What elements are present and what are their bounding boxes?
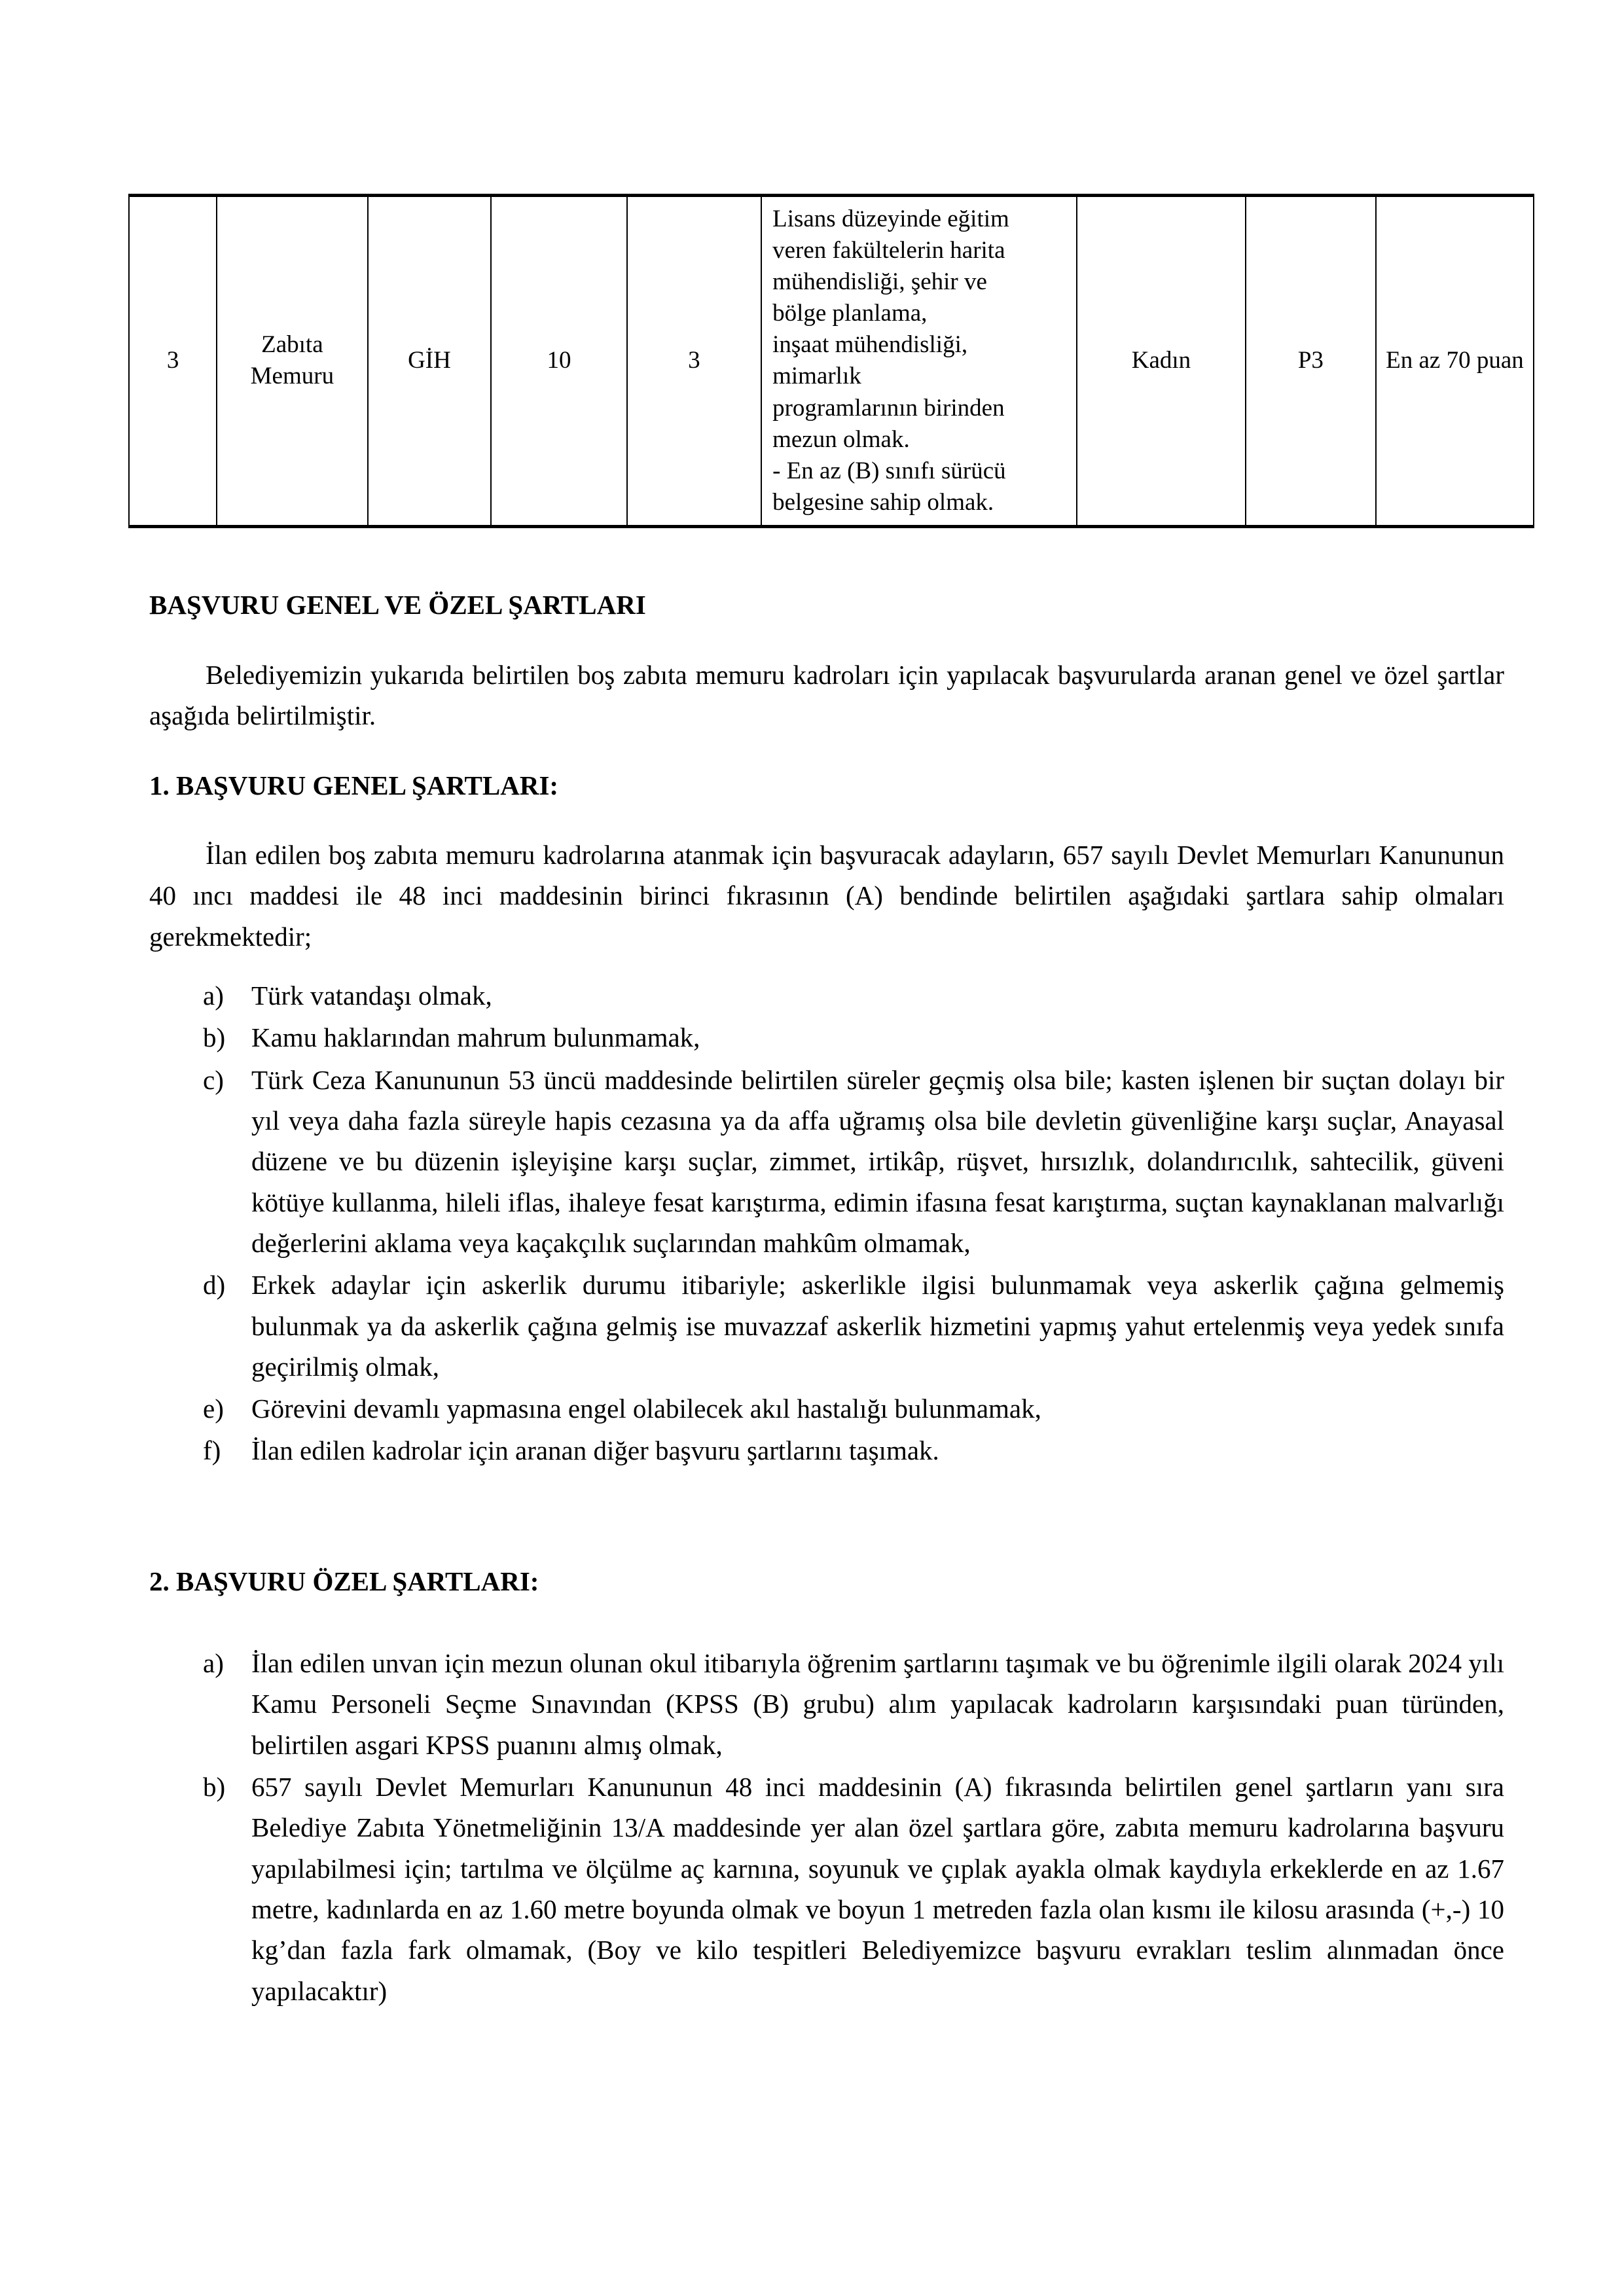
section2-list bbox=[149, 1643, 1504, 2011]
list-item bbox=[149, 975, 1504, 1016]
cell-unvan-line-2: Memuru bbox=[250, 363, 334, 390]
cell-nitelik-line-3: mühendisliği, şehir ve bbox=[772, 268, 987, 296]
list-item-text: İlan edilen kadrolar için aranan diğer başvuru şartlarını taşımak. bbox=[251, 1435, 939, 1466]
cell-nitelik-line-6: mimarlık bbox=[772, 363, 861, 390]
kadro-table-wrapper bbox=[128, 194, 1534, 528]
cell-derece: 10 bbox=[491, 196, 626, 527]
cell-sira: 3 bbox=[129, 196, 217, 527]
page-title: BAŞVURU GENEL VE ÖZEL ŞARTLARI bbox=[149, 590, 646, 620]
list-item-text: Türk vatandaşı olmak, bbox=[251, 980, 492, 1011]
cell-nitelik-line-10: belgesine sahip olmak. bbox=[772, 488, 994, 516]
cell-unvan-line-1: Zabıta bbox=[261, 331, 323, 359]
kadro-table bbox=[128, 194, 1534, 528]
list-item-marker: c) bbox=[203, 1064, 224, 1095]
cell-adet: 3 bbox=[627, 196, 761, 527]
cell-kpss-turu: P3 bbox=[1246, 196, 1376, 527]
list-item-text: Türk Ceza Kanununun 53 üncü maddesinde belirtilen süreler geçmiş olsa bile; kasten işlenen bir suçtan dolayı bir yıl veya daha fazla süreyle hapis cezasına ya da affa uğramış olsa bile devletin güvenliğine karşı suçlar, Anayasal düzene ve bu düzenin işleyişine karşı suçlar, zimmet, irtikâp, rüşvet, hırsızlık, dolandırıcılık, sahtecilik, güveni kötüye kullanma, hileli iflas, ihaleye fesat karıştırma, edimin ifasına fesat karıştırma, suçtan kaynaklanan malvarlığı değerlerini aklama veya kaçakçılık suçlarından mahkûm olmamak, bbox=[251, 1064, 1504, 1258]
list-item-marker: b) bbox=[203, 1771, 226, 1802]
section1-paragraph: İlan edilen boş zabıta memuru kadrolarına atanmak için başvuracak adayların, 657 sayılı Devlet Memurları Kanununun 40 ıncı maddesi ile 48 inci maddesinin birinci fıkrasının (A) bendinde belirtilen aşağıdaki şartlara sahip olmaları gerekmektedir; bbox=[149, 840, 1504, 952]
cell-nitelik-line-2: veren fakültelerin harita bbox=[772, 237, 1005, 264]
cell-kpss-puani-line-1: En az 70 bbox=[1386, 347, 1471, 374]
cell-unvan bbox=[217, 196, 368, 527]
section2-list-block bbox=[149, 1643, 1504, 2013]
list-item bbox=[149, 1643, 1504, 1765]
cell-nitelik-line-4: bölge planlama, bbox=[772, 300, 928, 327]
list-item-marker: d) bbox=[203, 1270, 226, 1300]
intro-block bbox=[149, 655, 1504, 736]
list-item bbox=[149, 1430, 1504, 1471]
list-item-marker: a) bbox=[203, 980, 224, 1011]
cell-nitelik-line-9: - En az (B) sınıfı sürücü bbox=[772, 457, 1006, 484]
cell-nitelik-line-5: inşaat mühendisliği, bbox=[772, 331, 968, 359]
list-item-text: İlan edilen unvan için mezun olunan okul itibarıyla öğrenim şartlarını taşımak ve bu öğrenimle ilgili olarak 2024 yılı Kamu Personeli Seçme Sınavından (KPSS (B) grubu) alım yapılacak kadroların karşısındaki puan türünden, belirtilen asgari KPSS puanını almış olmak, bbox=[251, 1648, 1504, 1760]
list-item-text: Kamu haklarından mahrum bulunmamak, bbox=[251, 1022, 700, 1053]
intro-paragraph: Belediyemizin yukarıda belirtilen boş zabıta memuru kadroları için yapılacak başvurularda aranan genel ve özel şartlar aşağıda belirtilmiştir. bbox=[149, 660, 1504, 731]
list-item bbox=[149, 1017, 1504, 1058]
section1-list bbox=[149, 975, 1504, 1471]
section1-paragraph-block bbox=[149, 834, 1504, 957]
list-item bbox=[149, 1767, 1504, 2011]
section2-heading-block bbox=[149, 1566, 1504, 1598]
list-item-marker: a) bbox=[203, 1648, 224, 1678]
list-item-marker: b) bbox=[203, 1022, 226, 1053]
list-item-marker: f) bbox=[203, 1435, 221, 1466]
section1-heading-block bbox=[149, 770, 1504, 802]
list-item-text: Görevini devamlı yapmasına engel olabilecek akıl hastalığı bulunmamak, bbox=[251, 1393, 1041, 1424]
cell-nitelik-line-8: mezun olmak. bbox=[772, 425, 910, 453]
list-item bbox=[149, 1265, 1504, 1387]
cell-sinif: GİH bbox=[368, 196, 492, 527]
cell-cinsiyet: Kadın bbox=[1077, 196, 1246, 527]
section1-heading: 1. BAŞVURU GENEL ŞARTLARI: bbox=[149, 770, 559, 800]
list-item-text: 657 sayılı Devlet Memurları Kanununun 48 inci maddesinin (A) fıkrasında belirtilen genel şartların yanı sıra Belediye Zabıta Yönetmeliğinin 13/A maddesinde yer alan özel şartlara göre, zabıta memuru kadrolarına başvuru yapılabilmesi için; tartılma ve ölçülme aç karnına, soyunuk ve çıplak ayakla olmak kaydıyla erkeklerde en az 1.67 metre, kadınlarda en az 1.60 metre boyunda olmak ve boyun 1 metreden fazla olan kısmı ile kilosu arasında (+,-) 10 kg’dan fazla fark olmamak, (Boy ve kilo tespitleri Belediyemizce başvuru evrakları teslim alınmadan önce yapılacaktır) bbox=[251, 1771, 1504, 2006]
cell-nitelik-line-7: programlarının birinden bbox=[772, 394, 1005, 422]
cell-nitelik bbox=[761, 196, 1077, 527]
cell-nitelik-line-1: Lisans düzeyinde eğitim bbox=[772, 206, 1009, 232]
section1-list-block bbox=[149, 975, 1504, 1473]
table-row bbox=[129, 196, 1534, 527]
kadro-table-body bbox=[129, 196, 1534, 527]
list-item bbox=[149, 1388, 1504, 1429]
main-title-block bbox=[149, 589, 1504, 621]
list-item bbox=[149, 1060, 1504, 1264]
cell-kpss-puani bbox=[1376, 196, 1534, 527]
list-item-text: Erkek adaylar için askerlik durumu itibariyle; askerlikle ilgisi bulunmamak veya askerlik çağına gelmemiş bulunmak ya da askerlik çağına gelmiş ise muvazzaf askerlik hizmetini yapmış yahut ertelenmiş veya yedek sınıfa geçirilmiş olmak, bbox=[251, 1270, 1504, 1382]
section2-heading: 2. BAŞVURU ÖZEL ŞARTLARI: bbox=[149, 1566, 539, 1596]
cell-kpss-puani-line-2: puan bbox=[1476, 347, 1524, 374]
list-item-marker: e) bbox=[203, 1393, 224, 1424]
